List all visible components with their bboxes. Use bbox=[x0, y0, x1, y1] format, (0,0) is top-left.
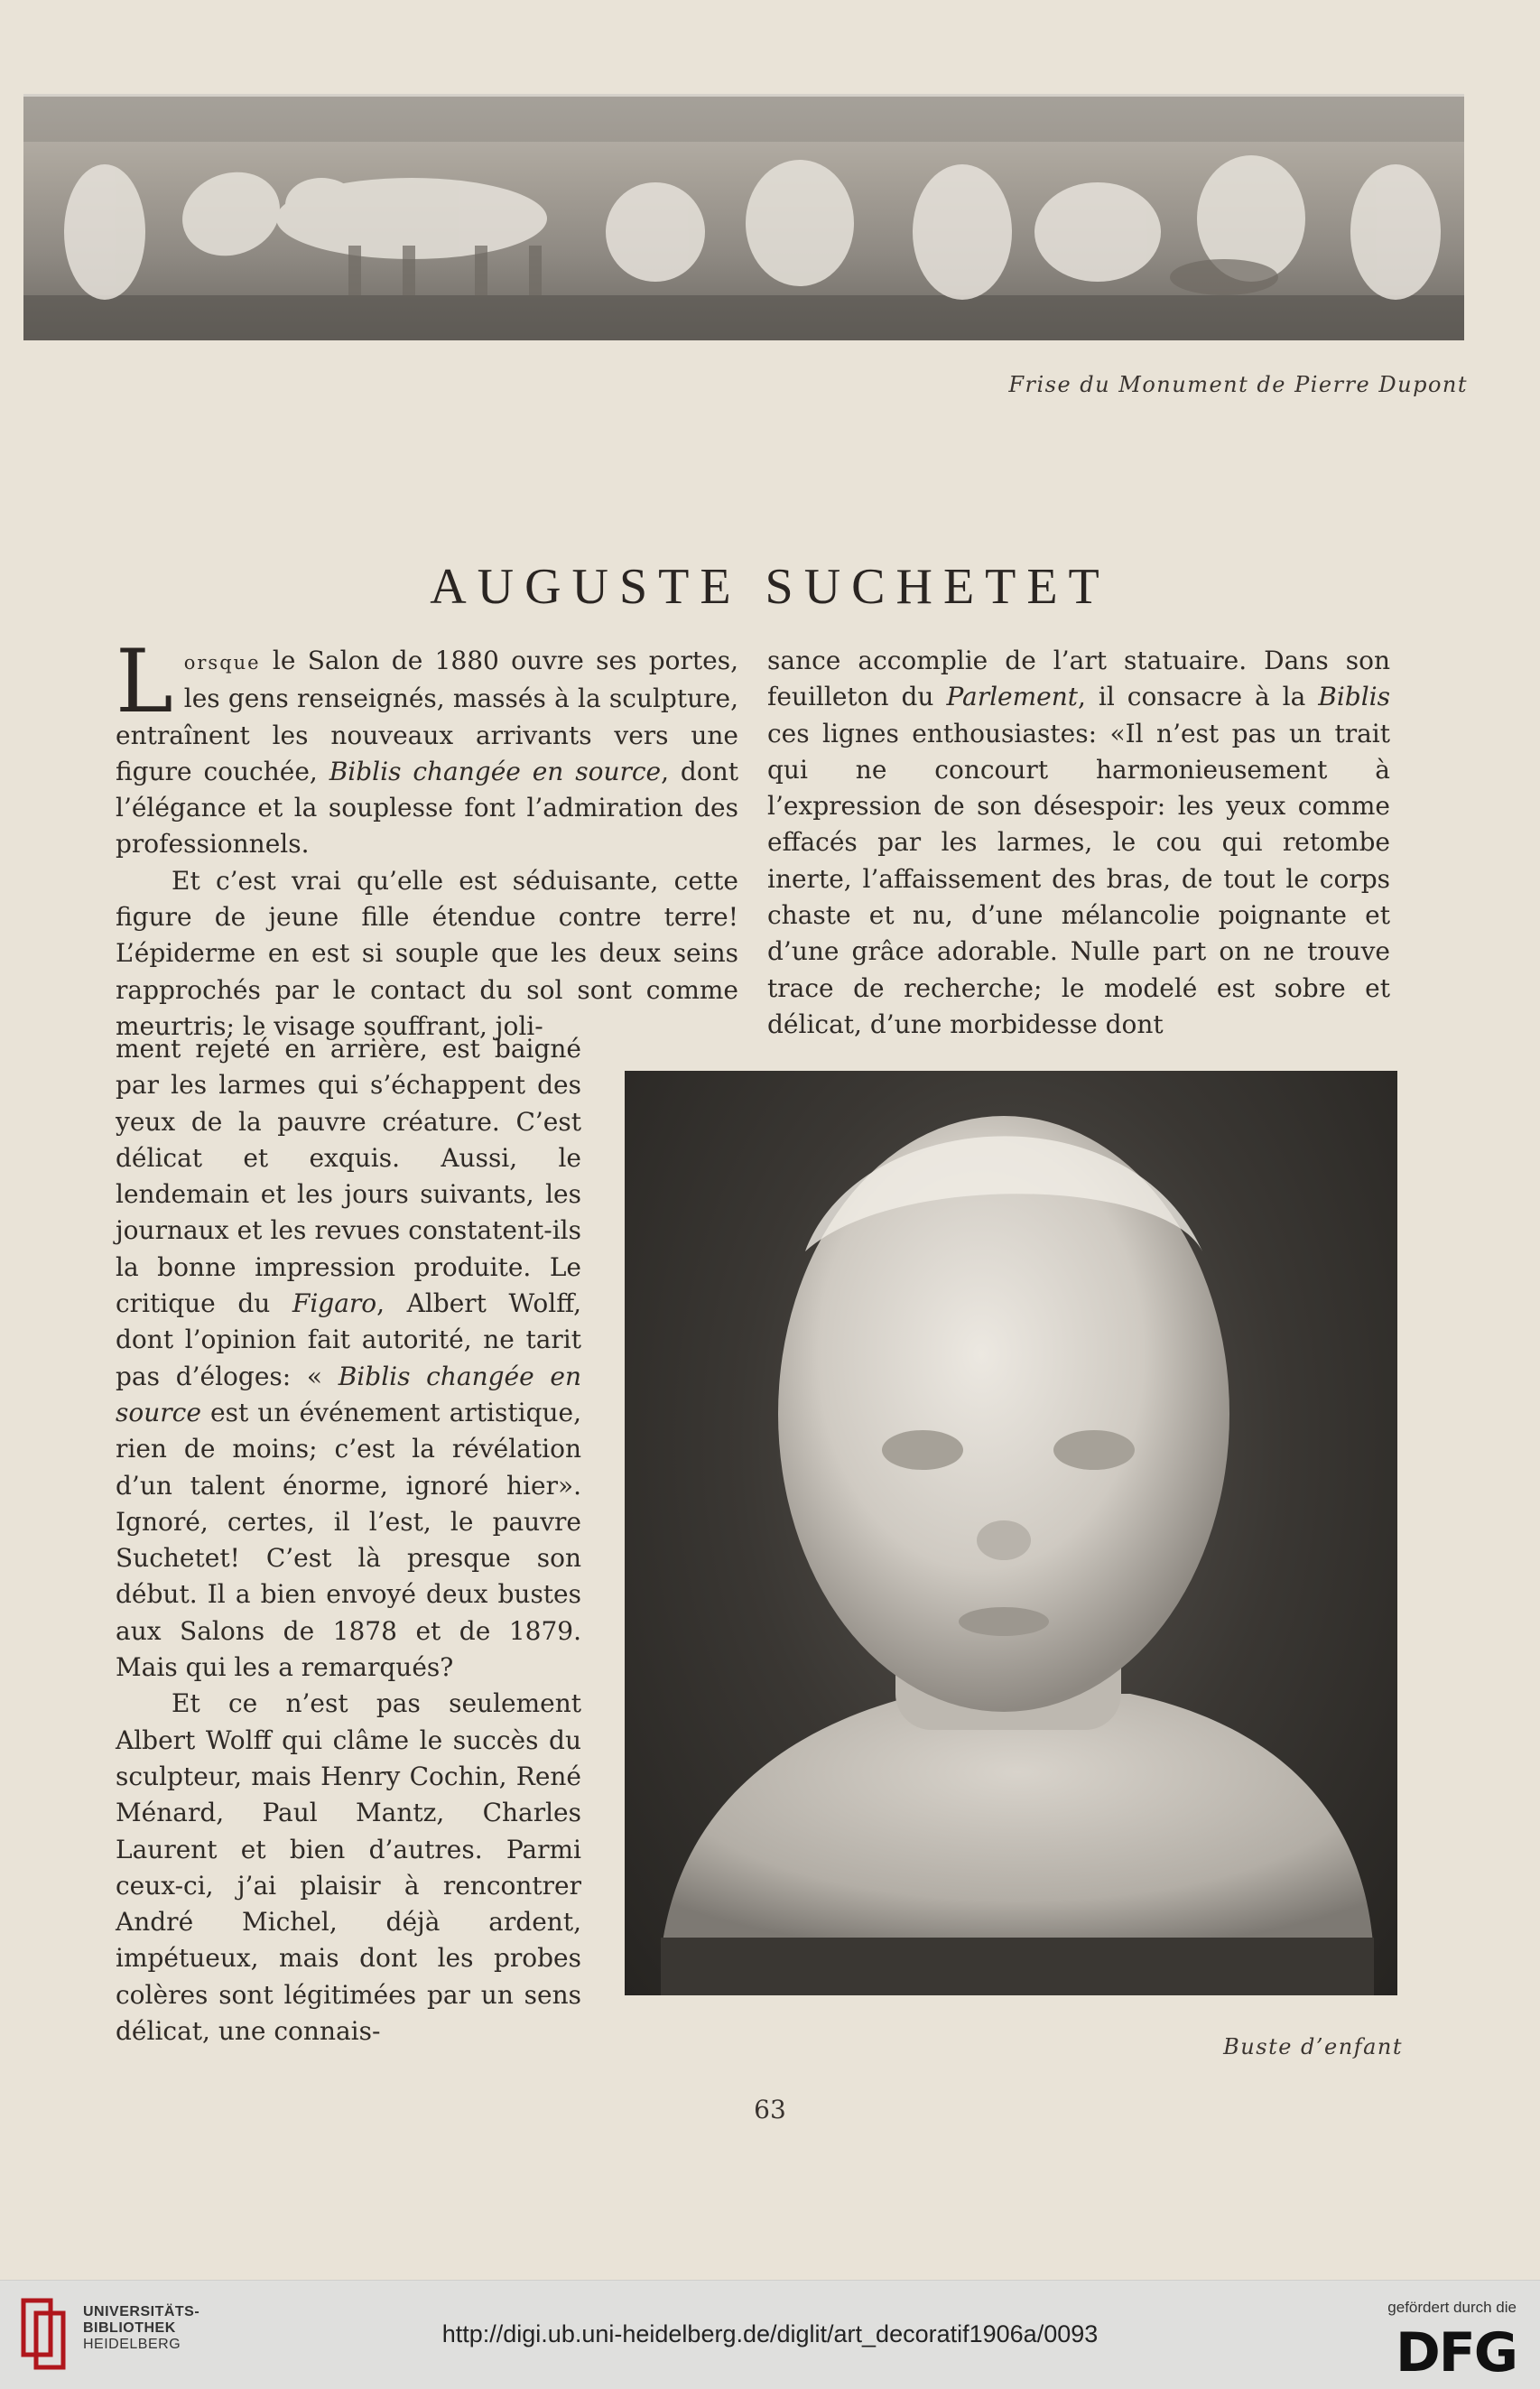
italic-title: Parlement bbox=[946, 682, 1079, 712]
university-library-name: UNIVERSITÄTS- BIBLIOTHEK HEIDELBERG bbox=[83, 2304, 200, 2352]
bust-caption: Buste d’enfant bbox=[1223, 2034, 1403, 2059]
italic-title: Biblis changée en source bbox=[329, 756, 662, 786]
article-title: AUGUSTE SUCHETET bbox=[430, 558, 1110, 615]
paragraph: Et c’est vrai qu’elle est séduisante, cette figure de jeune fille étendue contre terre! L’épiderme en est si souple que les deux seins rapprochés par le contact du sol sont comme meurtris; le visage souffrant, joli- bbox=[116, 865, 738, 1041]
paragraph-text: , dont l’élégance et la souplesse font l’admiration des professionnels. bbox=[116, 756, 738, 860]
italic-title: Biblis changée en source bbox=[116, 1361, 581, 1427]
column-right bbox=[767, 643, 1390, 1043]
frieze-caption: Frise du Monument de Pierre Dupont bbox=[1008, 372, 1468, 397]
paragraph-text: ment rejeté en arrière, est baigné par les larmes qui s’échappent des yeux de la pauvre créature. C’est délicat et exquis. Aussi, le lendemain et les jours suivants, les journaux et les revues constatent-ils la bonne impression produite. Le critique du bbox=[116, 1034, 581, 1319]
column-left-top bbox=[116, 631, 738, 1045]
paragraph-text: , Albert Wolff, dont l’opinion fait autorité, ne tarit pas d’éloges: « bbox=[116, 1288, 582, 1391]
paragraph-text: est un événement artistique, rien de moins; c’est la révélation d’un talent énorme, ignoré hier». Ignoré, certes, il l’est, le pauvre Suchetet! C’est là presque son début. Il a bien envoyé deux bustes aux Salons de 1878 et de 1879. Mais qui les a remarqués? bbox=[116, 1397, 581, 1683]
column-left-narrow bbox=[116, 1031, 581, 2050]
page-number: 63 bbox=[754, 2095, 786, 2124]
paragraph-text: sance accomplie de l’art statuaire. Dans son feuilleton du bbox=[767, 646, 1390, 712]
frieze-photo bbox=[23, 94, 1464, 340]
italic-title: Biblis bbox=[1318, 682, 1390, 712]
sponsor-note: gefördert durch die bbox=[1387, 2299, 1517, 2316]
paragraph-text: ces lignes enthousiastes: «Il n’est pas un trait qui ne concourt harmonieusement à l’expression de son désespoir: les yeux comme effacés par les larmes, le cou qui retombe inerte, l’affaissement des bras, de tout le corps chaste et nu, d’une mélancolie poignante et d’une grâce adorable. Nulle part on ne trouve trace de recherche; le modelé est sobre et délicat, d’une morbidesse dont bbox=[767, 718, 1390, 1039]
paragraph: Et ce n’est pas seulement Albert Wolff qui clâme le succès du sculpteur, mais Henry Cochin, René Ménard, Paul Mantz, Charles Laurent et bien d’autres. Parmi ceux-ci, j’ai plaisir à rencontrer André Michel, déjà ardent, impétueux, mais dont les probes colères sont légitimées par un sens délicat, une connais- bbox=[116, 1688, 581, 2047]
bust-photo bbox=[625, 1071, 1397, 1995]
dfg-logo-icon[interactable]: DFG bbox=[1395, 2321, 1517, 2384]
paragraph-text: , il consacre à la bbox=[1078, 682, 1319, 712]
drop-cap: L bbox=[116, 631, 173, 732]
viewer-footer bbox=[0, 2280, 1540, 2389]
document-url[interactable]: http://digi.ub.uni-heidelberg.de/diglit/art_decoratif1906a/0093 bbox=[441, 2320, 1099, 2347]
small-caps-word: orsque bbox=[183, 652, 261, 674]
italic-title: Figaro bbox=[292, 1288, 377, 1319]
paragraph-text: le Salon de 1880 ouvre ses portes, les gens renseignés, massés à la sculpture, entraînent les nouveaux arrivants vers une figure couchée, bbox=[116, 646, 738, 786]
